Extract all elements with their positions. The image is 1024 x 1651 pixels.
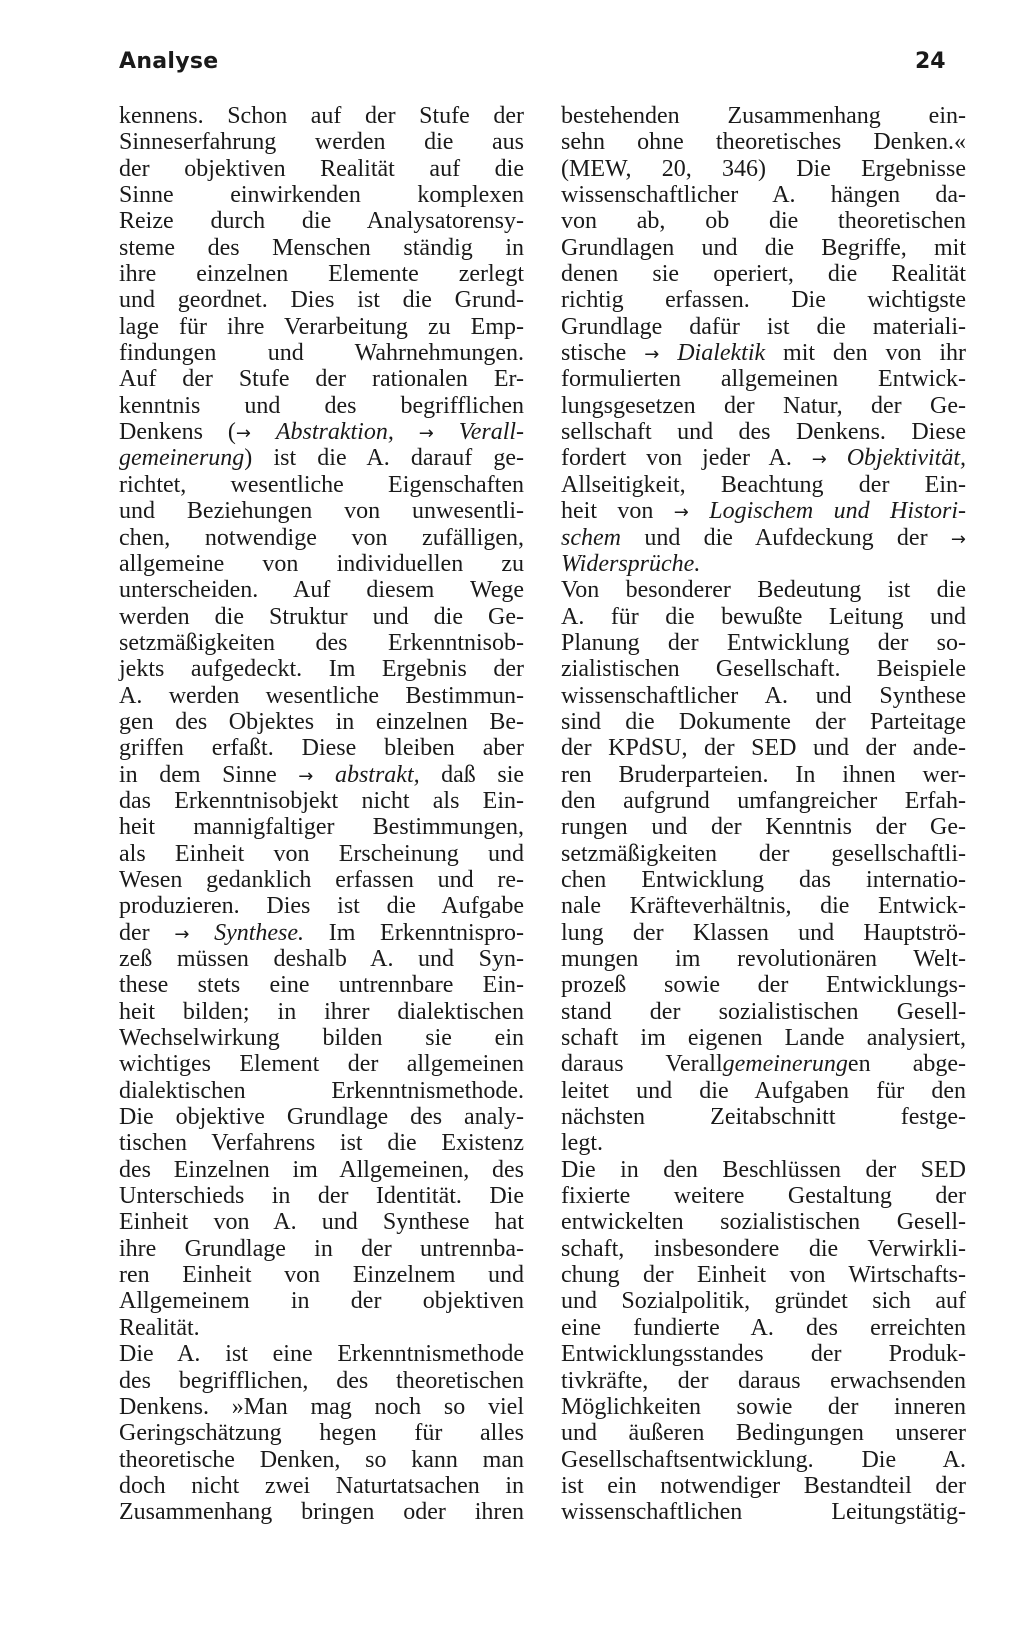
text-line: als Einheit von Erscheinung und <box>119 840 524 867</box>
text-line: formulierten allgemeinen Entwick- <box>561 366 966 393</box>
text-line: fordert von jeder A. → Objektivität, <box>561 445 966 472</box>
text-line: ihre einzelnen Elemente zerlegt <box>119 261 524 288</box>
page-number: 24 <box>915 49 946 74</box>
text-line: steme des Menschen ständig in <box>119 234 524 261</box>
text-line: chung der Einheit von Wirtschafts- <box>561 1262 966 1289</box>
text-line: sellschaft und des Denkens. Diese <box>561 419 966 446</box>
text-line: Entwicklungsstandes der Produk- <box>561 1341 966 1368</box>
text-line: ren Einheit von Einzelnem und <box>119 1262 524 1289</box>
text-line: kennens. Schon auf der Stufe der <box>119 103 524 129</box>
text-line: Geringschätzung hegen für alles <box>119 1420 524 1447</box>
text-line: Reize durch die Analysatorensy- <box>119 208 524 235</box>
text-line: des begrifflichen, des theoretischen <box>119 1367 524 1394</box>
text-line: legt. <box>561 1130 603 1157</box>
text-line: richtet, wesentliche Eigenschaften <box>119 471 524 498</box>
text-line: den aufgrund umfangreicher Erfah- <box>561 787 966 814</box>
text-line: zialistischen Gesellschaft. Beispiele <box>561 656 966 683</box>
text-line: heit bilden; in ihrer dialektischen <box>119 998 524 1025</box>
text-line: mungen im revolutionären Welt- <box>561 946 966 972</box>
text-line: schaft, insbesondere die Verwirkli- <box>561 1235 966 1262</box>
text-line: Unterschieds in der Identität. Die <box>119 1183 524 1210</box>
text-line: Allgemeinem in der objektiven <box>119 1288 524 1315</box>
text-line: und geordnet. Dies ist die Grund- <box>119 287 524 314</box>
text-line: allgemeine von individuellen zu <box>119 550 524 577</box>
text-line: leitet und die Aufgaben für den <box>561 1077 966 1104</box>
text-line: zeß müssen deshalb A. und Syn- <box>119 946 524 972</box>
text-line: von ab, ob die theoretischen <box>561 208 966 235</box>
text-line: ren Bruderparteien. In ihnen wer- <box>561 761 966 788</box>
text-line: lage für ihre Verarbeitung zu Emp- <box>119 313 524 340</box>
text-line: Gesellschaftsentwicklung. Die A. <box>561 1446 966 1473</box>
text-line: daraus Verallgemeinerungen abge- <box>561 1051 966 1078</box>
text-line: nale Kräfteverhältnis, die Entwick- <box>561 893 966 920</box>
text-line: und Beziehungen von unwesentli- <box>119 498 524 525</box>
text-line: lung der Klassen und Hauptströ- <box>561 919 966 946</box>
text-line: Planung der Entwicklung der so- <box>561 629 966 656</box>
text-line: ist ein notwendiger Bestandteil der <box>561 1472 966 1499</box>
text-line: der KPdSU, der SED und der ande- <box>561 735 966 762</box>
text-line: Wechselwirkung bilden sie ein <box>119 1025 524 1052</box>
text-line: Von besonderer Bedeutung ist die <box>561 577 966 604</box>
text-line: in dem Sinne → abstrakt, daß sie <box>119 761 525 788</box>
text-line: stand der sozialistischen Gesell- <box>561 998 966 1025</box>
text-line: Die A. ist eine Erkenntnismethode <box>119 1341 524 1368</box>
text-line: der objektiven Realität auf die <box>119 155 524 182</box>
text-line: Grundlage dafür ist die materiali- <box>561 313 966 340</box>
text-line: sehn ohne theoretisches Denken.« <box>561 129 966 156</box>
text-line: wichtiges Element der allgemeinen <box>119 1051 524 1078</box>
text-line: nächsten Zeitabschnitt festge- <box>561 1104 966 1131</box>
text-line: Einheit von A. und Synthese hat <box>119 1209 524 1236</box>
text-line: denen sie operiert, die Realität <box>561 261 966 288</box>
running-head: Analyse <box>119 49 219 74</box>
text-line: Zusammenhang bringen oder ihren <box>119 1499 524 1526</box>
text-line: Möglichkeiten sowie der inneren <box>561 1393 966 1420</box>
text-line: heit mannigfaltiger Bestimmungen, <box>119 814 524 841</box>
text-line: theoretische Denken, so kann man <box>119 1446 524 1473</box>
text-line: A. für die bewußte Leitung und <box>561 603 966 630</box>
text-line: produzieren. Dies ist die Aufgabe <box>119 893 524 920</box>
text-line: Sinne einwirkenden komplexen <box>119 182 524 209</box>
text-line: und äußeren Bedingungen unserer <box>561 1420 966 1447</box>
text-line: heit von → Logischem und Histori- <box>561 498 966 525</box>
text-line: schem und die Aufdeckung der → <box>561 524 966 551</box>
text-line: unterscheiden. Auf diesem Wege <box>119 577 524 604</box>
text-line: kenntnis und des begrifflichen <box>119 392 524 419</box>
text-line: rungen und der Kenntnis der Ge- <box>561 814 966 841</box>
text-line: setzmäßigkeiten der gesellschaftli- <box>561 840 966 867</box>
text-line: prozeß sowie der Entwicklungs- <box>561 972 966 999</box>
text-line: richtig erfassen. Die wichtigste <box>561 287 966 314</box>
text-line: Sinneserfahrung werden die aus <box>119 129 524 156</box>
text-line: Denkens (→ Abstraktion, → Verall- <box>119 419 525 446</box>
text-line: findungen und Wahrnehmungen. <box>119 340 524 367</box>
text-line: das Erkenntnisobjekt nicht als Ein- <box>119 787 524 814</box>
text-line: tischen Verfahrens ist die Existenz <box>119 1130 524 1157</box>
text-line: und Sozialpolitik, gründet sich auf <box>561 1288 966 1315</box>
text-line: tivkräfte, der daraus erwachsenden <box>561 1367 966 1394</box>
text-line: werden die Struktur und die Ge- <box>119 603 524 630</box>
text-line: Wesen gedanklich erfassen und re- <box>119 866 524 893</box>
text-line: ihre Grundlage in der untrennba- <box>119 1235 524 1262</box>
text-line: Allseitigkeit, Beachtung der Ein- <box>561 471 966 498</box>
text-line: Denkens. »Man mag noch so viel <box>119 1393 524 1420</box>
text-line: Die in den Beschlüssen der SED <box>561 1156 966 1183</box>
text-line: lungsgesetzen der Natur, der Ge- <box>561 392 966 419</box>
left-text-column <box>119 103 524 1526</box>
text-line: wissenschaftlicher A. hängen da- <box>561 182 966 209</box>
text-line: griffen erfaßt. Diese bleiben aber <box>119 735 524 762</box>
right-text-column <box>561 103 966 1526</box>
text-line: doch nicht zwei Naturtatsachen in <box>119 1472 524 1499</box>
text-line: schaft im eigenen Lande analysiert, <box>561 1025 966 1052</box>
text-line: gen des Objektes in einzelnen Be- <box>119 708 524 735</box>
text-line: jekts aufgedeckt. Im Ergebnis der <box>119 656 524 683</box>
text-line: fixierte weitere Gestaltung der <box>561 1183 966 1210</box>
text-line: setzmäßigkeiten des Erkenntnisob- <box>119 629 524 656</box>
text-line: chen Entwicklung das internatio- <box>561 866 966 893</box>
text-line: Grundlagen und die Begriffe, mit <box>561 234 966 261</box>
text-line: der → Synthese. Im Erkenntnispro- <box>119 919 524 946</box>
text-line: dialektischen Erkenntnismethode. <box>119 1077 524 1104</box>
text-line: these stets eine untrennbare Ein- <box>119 972 524 999</box>
text-line: wissenschaftlichen Leitungstätig- <box>561 1499 966 1526</box>
text-line: gemeinerung) ist die A. darauf ge- <box>119 445 524 472</box>
text-line: des Einzelnen im Allgemeinen, des <box>119 1156 524 1183</box>
text-line: sind die Dokumente der Parteitage <box>561 708 966 735</box>
text-line: stische → Dialektik mit den von ihr <box>561 340 966 367</box>
text-line: Auf der Stufe der rationalen Er- <box>119 366 524 393</box>
text-line: chen, notwendige von zufälligen, <box>119 524 524 551</box>
text-line: Widersprüche. <box>561 550 701 577</box>
text-line: (MEW, 20, 346) Die Ergebnisse <box>561 155 966 182</box>
text-line: Die objektive Grundlage des analy- <box>119 1104 524 1131</box>
text-line: bestehenden Zusammenhang ein- <box>561 103 966 129</box>
text-line: Realität. <box>119 1314 200 1341</box>
text-line: A. werden wesentliche Bestimmun- <box>119 682 524 709</box>
text-line: wissenschaftlicher A. und Synthese <box>561 682 966 709</box>
text-line: entwickelten sozialistischen Gesell- <box>561 1209 966 1236</box>
text-line: eine fundierte A. des erreichten <box>561 1314 966 1341</box>
